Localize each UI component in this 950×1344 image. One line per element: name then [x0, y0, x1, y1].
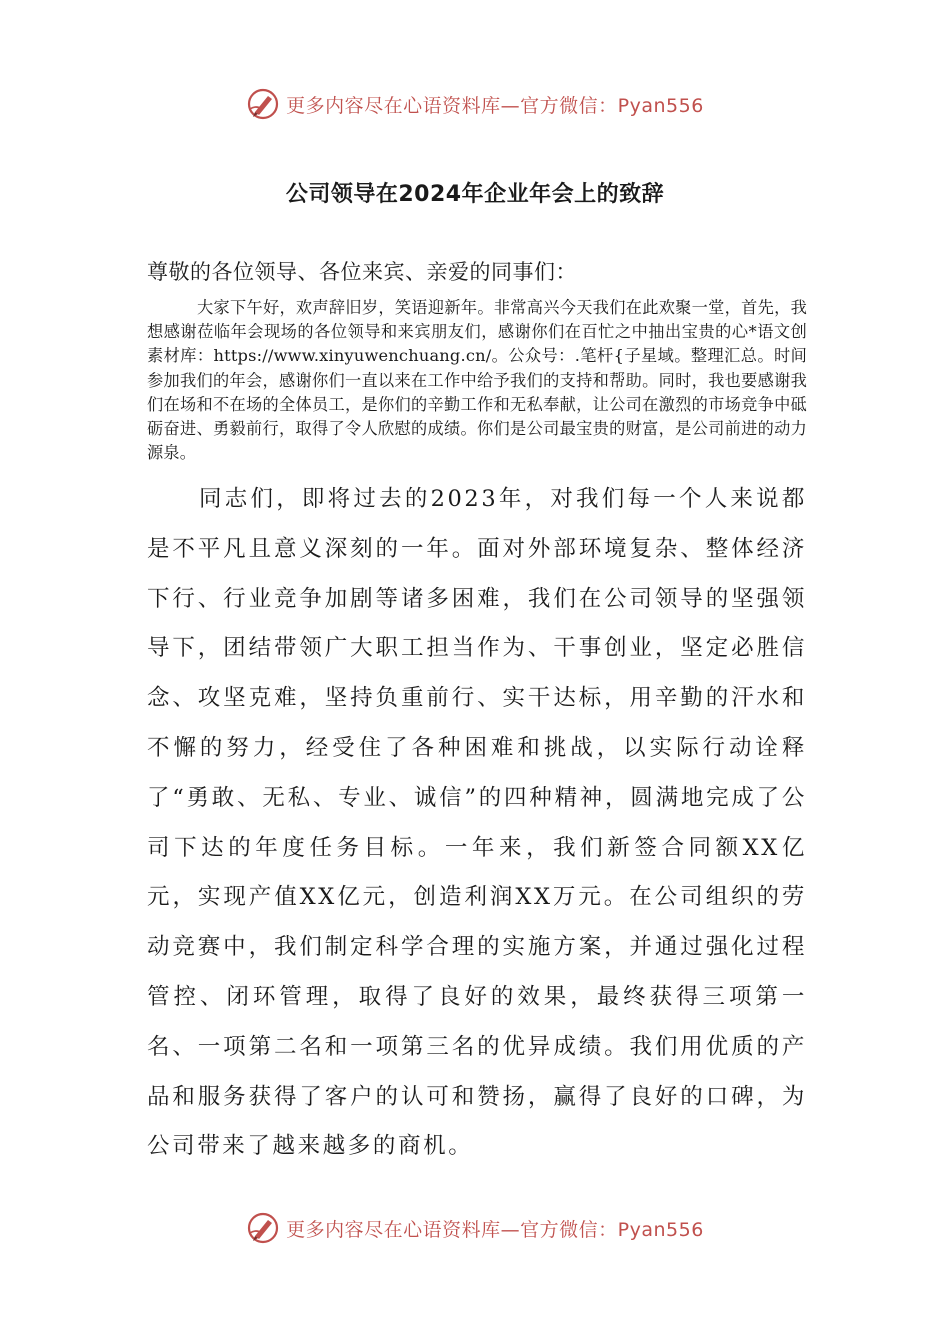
- document-title: 公司领导在2024年企业年会上的致辞: [285, 182, 665, 207]
- watermark-text: 更多内容尽在心语资料库—官方微信：Pyan556: [286, 94, 704, 117]
- salutation: 尊敬的各位领导、各位来宾、亲爱的同事们：: [147, 260, 577, 284]
- paragraph-greeting: 大家下午好，欢声辞旧岁，笑语迎新年。非常高兴今天我们在此欢聚一堂，首先，我想感谢莅临年会现场的各位领导和来宾朋友们，感谢你们在百忙之中抽出宝贵的心*语文创素材库：https://www.xinyuwenchuang.cn/。公众号：.笔杆{子星域。整理汇总。时间参加我们的年会，感谢你们一直以来在工作中给予我们的支持和帮助。同时，我也要感谢我们在场和不在场的全体员工，是你们的辛勤工作和无私奉献，让公司在激烈的市场竞争中砥砺奋进、勇毅前行，取得了令人欣慰的成绩。你们是公司最宝贵的财富，是公司前进的动力源泉。: [147, 298, 807, 463]
- header-watermark: [0, 84, 950, 124]
- pen-circle-logo-icon: [246, 1211, 280, 1245]
- pen-circle-logo-icon: [246, 87, 280, 121]
- footer-watermark: [0, 1208, 950, 1248]
- paragraph-review: 同志们，即将过去的2023年，对我们每一个人来说都是不平凡且意义深刻的一年。面对外部环境复杂、整体经济下行、行业竞争加剧等诸多困难，我们在公司领导的坚强领导下，团结带领广大职工担当作为、干事创业，坚定必胜信念、攻坚克难，坚持负重前行、实干达标，用辛勤的汗水和不懈的努力，经受住了各种困难和挑战，以实际行动诠释了“勇敢、无私、专业、诚信”的四种精神，圆满地完成了公司下达的年度任务目标。一年来，我们新签合同额XX亿元，实现产值XX亿元，创造利润XX万元。在公司组织的劳动竞赛中，我们制定科学合理的实施方案，并通过强化过程管控、闭环管理，取得了良好的效果，最终获得三项第一名、一项第二名和一项第三名的优异成绩。我们用优质的产品和服务获得了客户的认可和赞扬，赢得了良好的口碑，为公司带来了越来越多的商机。: [147, 486, 807, 1160]
- watermark-text: 更多内容尽在心语资料库—官方微信：Pyan556: [286, 1218, 704, 1241]
